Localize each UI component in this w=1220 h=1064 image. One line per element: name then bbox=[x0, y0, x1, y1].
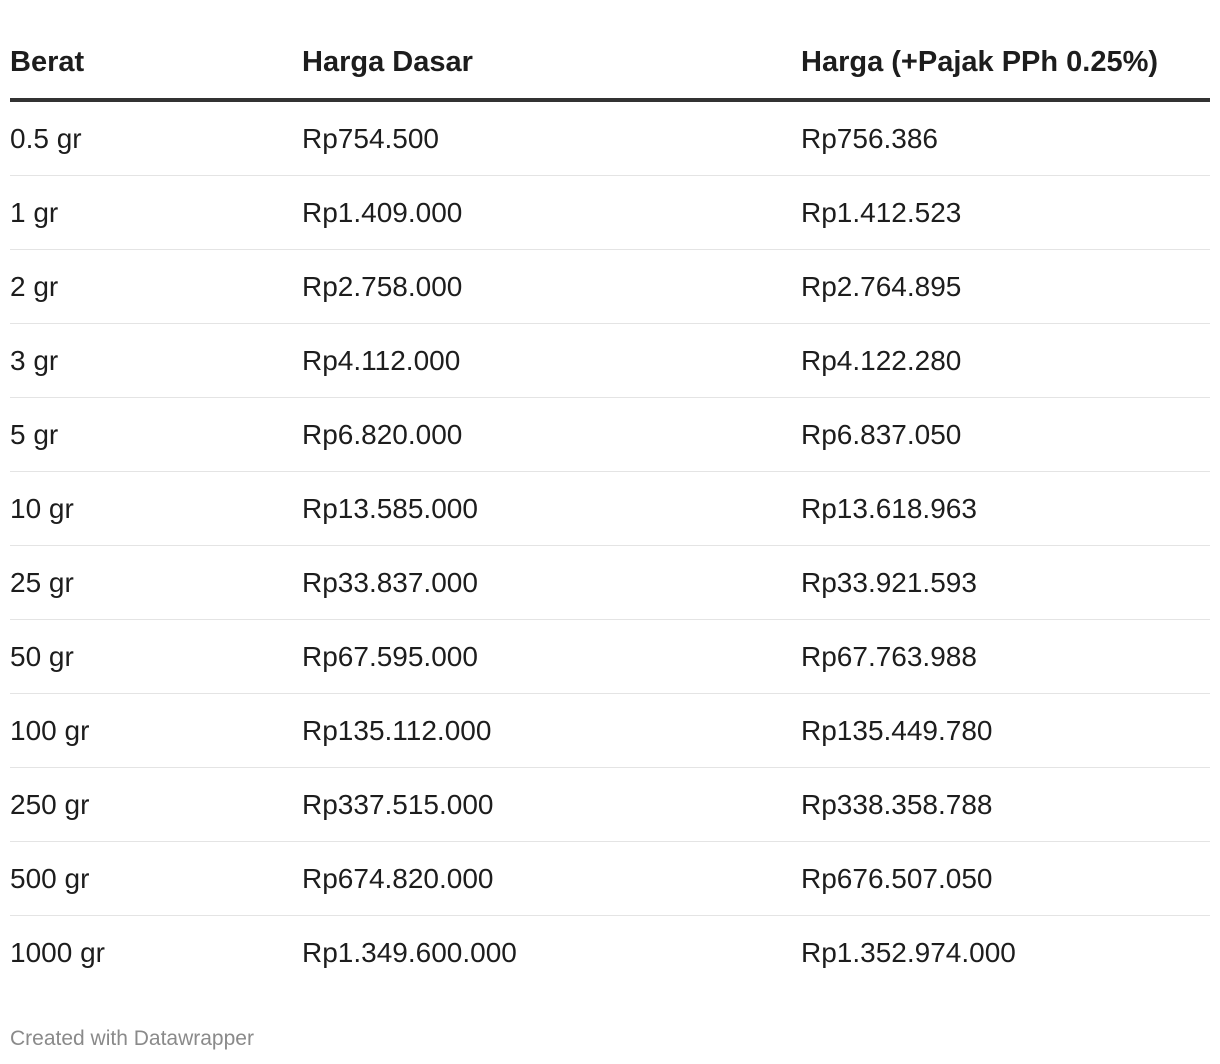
datawrapper-credit: Created with Datawrapper bbox=[10, 1027, 254, 1050]
cell-berat: 50 gr bbox=[10, 640, 74, 672]
cell-harga-pajak: Rp135.449.780 bbox=[801, 714, 993, 746]
cell-harga-pajak: Rp756.386 bbox=[801, 122, 939, 154]
table-row bbox=[10, 842, 1210, 916]
table-row bbox=[10, 768, 1210, 842]
cell-berat: 1 gr bbox=[10, 196, 59, 228]
price-table bbox=[10, 30, 1210, 990]
cell-harga-pajak: Rp33.921.593 bbox=[801, 566, 977, 598]
cell-harga-dasar: Rp674.820.000 bbox=[302, 862, 494, 894]
cell-harga-dasar: Rp754.500 bbox=[302, 122, 440, 154]
cell-berat: 100 gr bbox=[10, 714, 90, 746]
cell-harga-dasar: Rp1.349.600.000 bbox=[302, 937, 517, 968]
table-row bbox=[10, 620, 1210, 694]
table-row bbox=[10, 916, 1210, 990]
cell-berat: 1000 gr bbox=[10, 937, 105, 968]
cell-berat: 2 gr bbox=[10, 270, 59, 302]
cell-harga-pajak: Rp2.764.895 bbox=[801, 270, 962, 302]
cell-harga-pajak: Rp13.618.963 bbox=[801, 492, 977, 524]
cell-harga-pajak: Rp338.358.788 bbox=[801, 788, 993, 820]
table-row bbox=[10, 546, 1210, 620]
cell-harga-dasar: Rp1.409.000 bbox=[302, 196, 463, 228]
cell-berat: 500 gr bbox=[10, 862, 90, 894]
cell-harga-dasar: Rp6.820.000 bbox=[302, 418, 463, 450]
cell-harga-dasar: Rp13.585.000 bbox=[302, 492, 478, 524]
table-header-row bbox=[10, 30, 1210, 102]
cell-harga-pajak: Rp1.352.974.000 bbox=[801, 937, 1016, 968]
cell-harga-pajak: Rp676.507.050 bbox=[801, 862, 993, 894]
table-row bbox=[10, 250, 1210, 324]
header-berat: Berat bbox=[10, 45, 85, 78]
cell-harga-pajak: Rp1.412.523 bbox=[801, 196, 962, 228]
cell-berat: 5 gr bbox=[10, 418, 59, 450]
cell-berat: 0.5 gr bbox=[10, 122, 82, 154]
cell-harga-dasar: Rp2.758.000 bbox=[302, 270, 463, 302]
table-row bbox=[10, 398, 1210, 472]
cell-harga-pajak: Rp4.122.280 bbox=[801, 344, 962, 376]
cell-berat: 3 gr bbox=[10, 344, 59, 376]
cell-harga-dasar: Rp4.112.000 bbox=[302, 344, 461, 376]
cell-harga-dasar: Rp33.837.000 bbox=[302, 566, 478, 598]
header-harga-pajak: Harga (+Pajak PPh 0.25%) bbox=[801, 45, 1159, 78]
cell-harga-dasar: Rp67.595.000 bbox=[302, 640, 478, 672]
cell-harga-pajak: Rp6.837.050 bbox=[801, 418, 962, 450]
cell-harga-dasar: Rp337.515.000 bbox=[302, 788, 494, 820]
table-row bbox=[10, 472, 1210, 546]
cell-berat: 10 gr bbox=[10, 492, 74, 524]
cell-harga-pajak: Rp67.763.988 bbox=[801, 640, 977, 672]
table-row bbox=[10, 102, 1210, 176]
cell-berat: 250 gr bbox=[10, 788, 90, 820]
header-harga-dasar: Harga Dasar bbox=[302, 45, 473, 78]
table-row bbox=[10, 176, 1210, 250]
cell-berat: 25 gr bbox=[10, 566, 74, 598]
cell-harga-dasar: Rp135.112.000 bbox=[302, 714, 492, 746]
table-row bbox=[10, 324, 1210, 398]
table-row bbox=[10, 694, 1210, 768]
